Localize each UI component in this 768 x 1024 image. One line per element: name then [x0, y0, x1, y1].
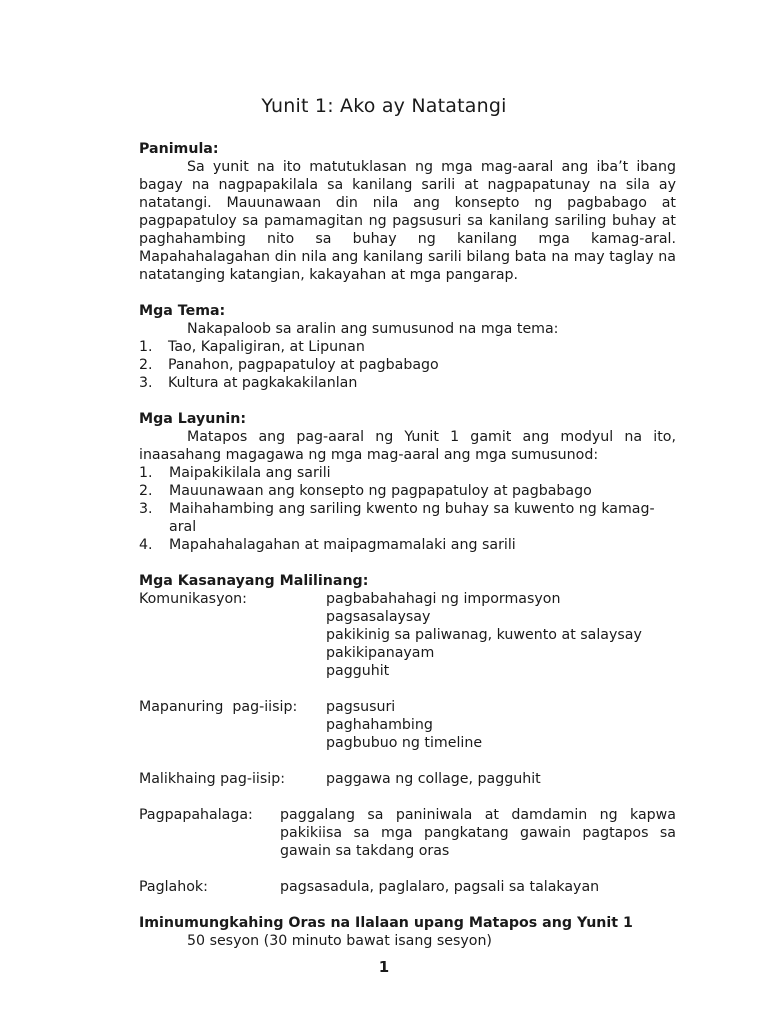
- page-number: 1: [378, 958, 390, 976]
- mapanuring-label: Mapanuring pag-iisip:: [139, 699, 298, 715]
- panimula-paragraph: Sa yunit na ito matutuklasan ng mga mag-aaral ang iba’t ibang bagay na nagpapakilala sa kanilang sarili at nagpapatunay na sila ay natatangi. Mauunawaan din nila ang konsepto ng pagbabago at pagpapatuloy sa pamamagitan ng pagsusuri sa kanilang sariling buhay at paghahambing nito sa buhay ng kanilang mga kamag-aral. Mapahahalagahan din nila ang kanilang sarili bilang bata na may taglay na natatanging katangian, kakayahan at mga pangarap.: [139, 159, 676, 283]
- paglahok-text: pagsasadula, paglalaro, pagsali sa talakayan: [280, 879, 600, 895]
- document-body: [139, 140, 676, 950]
- paglahok-row: [139, 878, 676, 896]
- paglahok-label: Paglahok:: [139, 879, 208, 895]
- page-title: Yunit 1: Ako ay Natatangi: [261, 95, 507, 117]
- mapanuring-values: pagsusuri paghahambing pagbubuo ng timeline: [326, 699, 483, 751]
- malikhaing-label: Malikhaing pag-iisip:: [139, 771, 285, 787]
- layunin-heading: Mga Layunin:: [139, 411, 247, 427]
- panimula-heading: Panimula:: [139, 141, 219, 157]
- list-item: 3. Maihahambing ang sariling kwento ng buhay sa kuwento ng kamag-aral: [139, 501, 655, 535]
- pagpapahalaga-row: [139, 806, 676, 860]
- pagpapahalaga-text: paggalang sa paniniwala at damdamin ng kapwa pakikiisa sa mga pangkatang gawain pagtapos sa gawain sa takdang oras: [280, 807, 676, 859]
- list-item: 2. Mauunawaan ang konsepto ng pagpapatuloy at pagbabago: [139, 483, 592, 499]
- list-item: 1. Maipakikilala ang sarili: [139, 465, 331, 481]
- pagpapahalaga-label: Pagpapahalaga:: [139, 807, 253, 823]
- komunikasyon-row: [139, 590, 676, 680]
- list-item: 4. Mapahahalagahan at maipagmamalaki ang sarili: [139, 537, 516, 553]
- list-item: 1. Tao, Kapaligiran, at Lipunan: [139, 339, 365, 355]
- list-item: 2. Panahon, pagpapatuloy at pagbabago: [139, 357, 439, 373]
- komunikasyon-values: pagbabahahagi ng impormasyon pagsasalaysay pakikinig sa paliwanag, kuwento at salaysay pakikipanayam pagguhit: [326, 591, 642, 679]
- layunin-intro: Matapos ang pag-aaral ng Yunit 1 gamit ang modyul na ito, inaasahang magagawa ng mga mag-aaral ang mga sumusunod:: [139, 429, 676, 463]
- mapanuring-row: [139, 698, 676, 752]
- tema-list: [139, 338, 676, 392]
- list-item: 3. Kultura at pagkakakilanlan: [139, 375, 358, 391]
- tema-heading: Mga Tema:: [139, 303, 226, 319]
- oras-text: 50 sesyon (30 minuto bawat isang sesyon): [187, 933, 492, 949]
- malikhaing-row: [139, 770, 676, 788]
- komunikasyon-label: Komunikasyon:: [139, 591, 247, 607]
- layunin-list: [139, 464, 676, 554]
- malikhaing-values: paggawa ng collage, pagguhit: [326, 771, 541, 787]
- kasanayan-heading: Mga Kasanayang Malilinang:: [139, 573, 369, 589]
- oras-heading: Iminumungkahing Oras na Ilalaan upang Matapos ang Yunit 1: [139, 915, 633, 931]
- tema-intro: Nakapaloob sa aralin ang sumusunod na mga tema:: [187, 321, 559, 337]
